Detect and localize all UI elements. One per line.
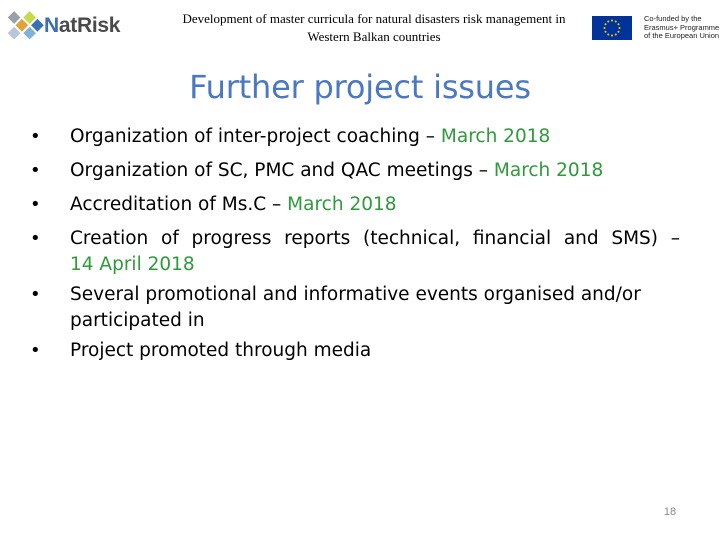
natrisk-emblem-icon — [4, 4, 44, 48]
page-number: 18 — [663, 506, 677, 518]
bullet-item — [0, 334, 680, 368]
bullet-date: March 2018 — [287, 194, 397, 215]
eu-funding-logo — [592, 14, 720, 42]
slide-title: Further project issues — [189, 68, 531, 106]
natrisk-logo — [4, 4, 121, 48]
bullet-dash: – — [266, 194, 288, 215]
eu-funding-line1: Co-funded by the — [644, 14, 702, 23]
bullet-date: 14 April 2018 — [70, 254, 195, 275]
bullet-item — [0, 120, 680, 154]
bullet-item — [0, 222, 680, 278]
bullet-text-line1 — [70, 222, 680, 256]
bullet-dash: – — [472, 160, 494, 181]
bullet-dash: – — [658, 228, 680, 249]
bullet-dot: • — [30, 126, 41, 147]
bullet-item — [0, 278, 680, 334]
bullet-text: Creation of progress reports (technical, financial and SMS) — [70, 228, 659, 249]
eu-flag-icon — [592, 16, 632, 40]
bullet-dot: • — [30, 194, 41, 215]
bullet-text: Project promoted through media — [70, 340, 372, 361]
project-description — [160, 10, 588, 46]
bullet-text-line1: Several promotional and informative events organised and/or — [70, 284, 641, 305]
project-description-line1: Development of master curricula for natural disasters risk management in — [182, 11, 566, 26]
bullet-text-line2: participated in — [70, 310, 205, 331]
bullet-dot: • — [30, 340, 41, 361]
natrisk-wordmark — [44, 14, 120, 38]
eu-funding-text — [644, 14, 720, 41]
bullet-dot: • — [30, 284, 41, 305]
logo-text-atrisk: atRisk — [58, 14, 121, 37]
eu-funding-line2: Erasmus+ Programme — [644, 22, 720, 32]
project-description-line2: Western Balkan countries — [307, 29, 441, 44]
bullet-text: Organization of inter-project coaching — [70, 126, 420, 147]
bullet-item — [0, 154, 680, 188]
bullet-date: March 2018 — [493, 160, 604, 181]
bullet-dot: • — [30, 228, 41, 249]
bullet-list — [0, 120, 720, 368]
logo-text-n: N — [44, 14, 59, 37]
eu-funding-line3: of the European Union — [644, 31, 720, 40]
bullet-date: March 2018 — [440, 126, 551, 147]
bullet-text: Accreditation of Ms.C — [70, 194, 267, 215]
bullet-text: Organization of SC, PMC and QAC meetings — [70, 160, 473, 181]
bullet-dash: – — [419, 126, 441, 147]
bullet-item — [0, 188, 680, 222]
bullet-dot: • — [30, 160, 41, 181]
